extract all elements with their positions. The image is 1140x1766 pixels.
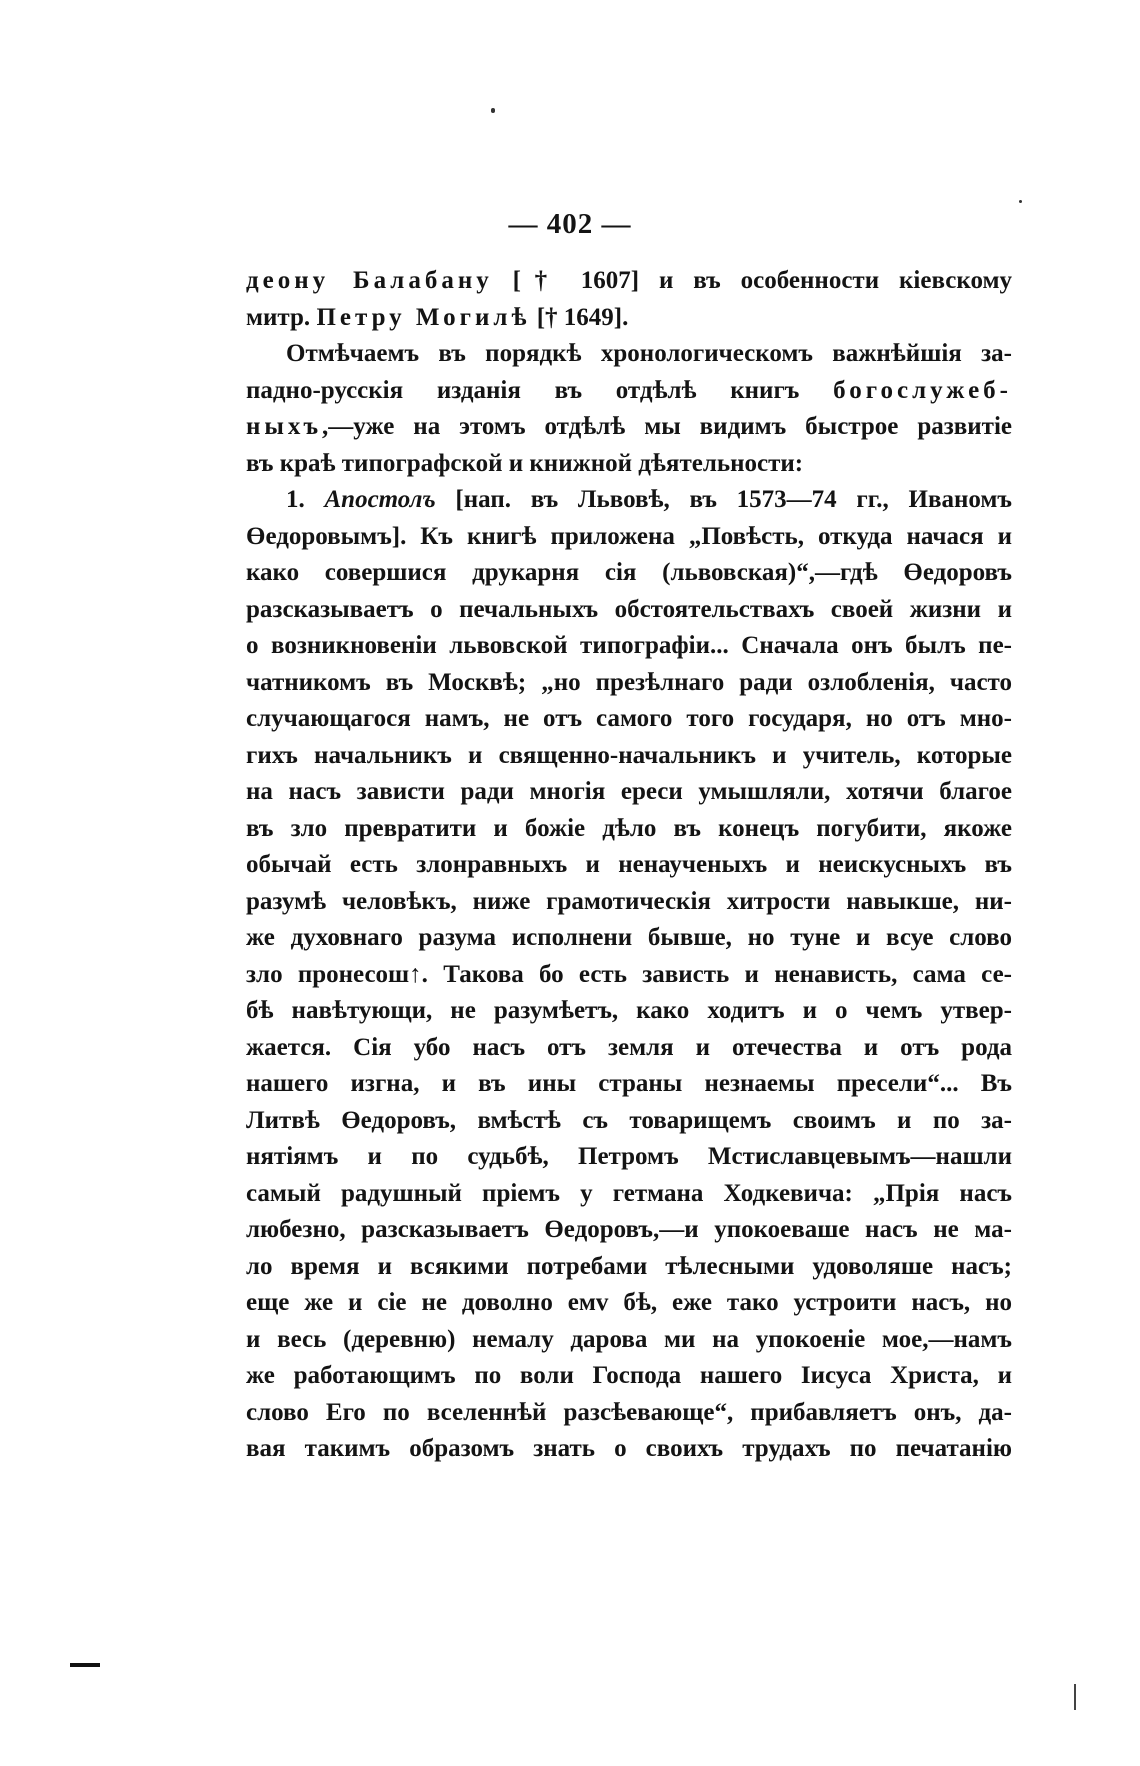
body-text bbox=[246, 263, 1012, 1468]
text-line: о возникновеніи львовской типографіи... Сначала онъ былъ пе- bbox=[246, 632, 1012, 659]
spaced-term: ныхъ bbox=[246, 413, 323, 440]
text-line: Литвѣ Өедоровъ, вмѣстѣ съ товарищемъ своимъ и по за- bbox=[246, 1106, 1012, 1134]
text-line: ло время и всякими потребами тѣлесными удоволяше насъ; bbox=[246, 1252, 1012, 1280]
margin-mark bbox=[1074, 1684, 1076, 1710]
text-line bbox=[246, 300, 1012, 337]
text-line: на насъ зависти ради многія ереси умышляли, хотячи благое bbox=[246, 778, 1012, 805]
text-line: Отмѣчаемъ въ порядкѣ хронологическомъ важнѣйшія за- bbox=[286, 340, 1012, 367]
text-span: падно-русскія изданія въ отдѣлѣ книгъ bbox=[246, 376, 834, 404]
text-line: же работающимъ по воли Господа нашего Іисуса Христа, и bbox=[246, 1362, 1012, 1389]
text-line: еще же и сіе не доволно емv бѣ, еже тако устроити насъ, но bbox=[246, 1289, 1012, 1316]
text-span: 1. bbox=[286, 486, 325, 513]
text-span: [† 1607] и въ особенности кіевскому bbox=[492, 267, 1012, 294]
text-span: ,—уже на этомъ отдѣлѣ мы видимъ быстрое развитіе bbox=[322, 413, 1012, 440]
text-line: случающагося намъ, не отъ самого того государя, но отъ мно- bbox=[246, 705, 1012, 732]
text-line: зло пронесош↑. Такова бо есть зависть и ненависть, сама се- bbox=[246, 960, 1012, 988]
page-number: — 402 — bbox=[508, 208, 632, 240]
text-line: бѣ навѣтующи, не разумѣетъ, како ходитъ и о чемъ утвер- bbox=[246, 997, 1012, 1024]
text-line: въ зло превратити и божіе дѣло въ конецъ погубити, якоже bbox=[246, 814, 1012, 842]
spaced-name: Петру Могилѣ bbox=[316, 303, 531, 331]
text-line: обычай есть злонравныхъ и ненаученыхъ и неискусныхъ въ bbox=[246, 851, 1012, 878]
text-line: разсказываетъ о печальныхъ обстоятельствахъ своей жизни и bbox=[246, 595, 1012, 623]
text-line: любезно, разсказываетъ Өедоровъ,—и упокоеваше насъ не ма- bbox=[246, 1216, 1012, 1243]
text-line: въ краѣ типографской и книжной дѣятельности: bbox=[246, 449, 804, 477]
text-line bbox=[246, 482, 1012, 519]
text-line: и весь (деревню) немалу дарова ми на упокоеніе мое,—намъ bbox=[246, 1325, 1012, 1353]
text-line bbox=[246, 263, 1012, 300]
text-span: [нап. въ Львовѣ, въ 1573—74 гг., Иваномъ bbox=[435, 486, 1012, 513]
margin-mark bbox=[70, 1663, 100, 1667]
text-line: чатникомъ въ Москвѣ; „но презѣлнаго ради озлобленія, часто bbox=[246, 668, 1012, 696]
text-line: разумѣ человѣкъ, ниже грамотическія хитрости навыкше, ни- bbox=[246, 887, 1012, 915]
text-line: слово Его по вселеннѣй разсѣевающе“, прибавляетъ онъ, да- bbox=[246, 1398, 1012, 1426]
text-line: Өедоровымъ]. Къ книгѣ приложена „Повѣсть, откуда начася и bbox=[246, 522, 1012, 550]
text-line: же духовнаго разума исполнени бывше, но туне и всуе слово bbox=[246, 924, 1012, 951]
print-speck bbox=[491, 108, 495, 113]
spaced-term: богослужеб- bbox=[833, 376, 1012, 404]
text-span: [† 1649]. bbox=[530, 303, 629, 331]
text-line: како совершися друкарня сія (львовская)“,—гдѣ Өедоровъ bbox=[246, 559, 1012, 586]
text-line: вая такимъ образомъ знать о своихъ трудахъ по печатанію bbox=[246, 1435, 1012, 1462]
italic-title: Апостолъ bbox=[324, 486, 436, 513]
text-line: самый радушный пріемъ у гетмана Ходкевича: „Прія насъ bbox=[246, 1179, 1012, 1207]
text-line: нашего изгна, и въ ины страны незнаемы пресели“... Въ bbox=[246, 1070, 1012, 1097]
text-span: митр. bbox=[246, 303, 317, 331]
print-speck bbox=[1019, 200, 1022, 203]
text-line bbox=[246, 409, 1012, 446]
text-line: гихъ начальникъ и священно-начальникъ и учитель, которые bbox=[246, 741, 1012, 769]
text-line: жается. Сія убо насъ отъ земля и отечества и отъ рода bbox=[246, 1033, 1012, 1061]
text-line bbox=[246, 373, 1012, 410]
spaced-name: деону Балабану bbox=[246, 267, 493, 294]
text-line: нятіямъ и по судьбѣ, Петромъ Мстиславцевымъ—нашли bbox=[246, 1143, 1012, 1170]
